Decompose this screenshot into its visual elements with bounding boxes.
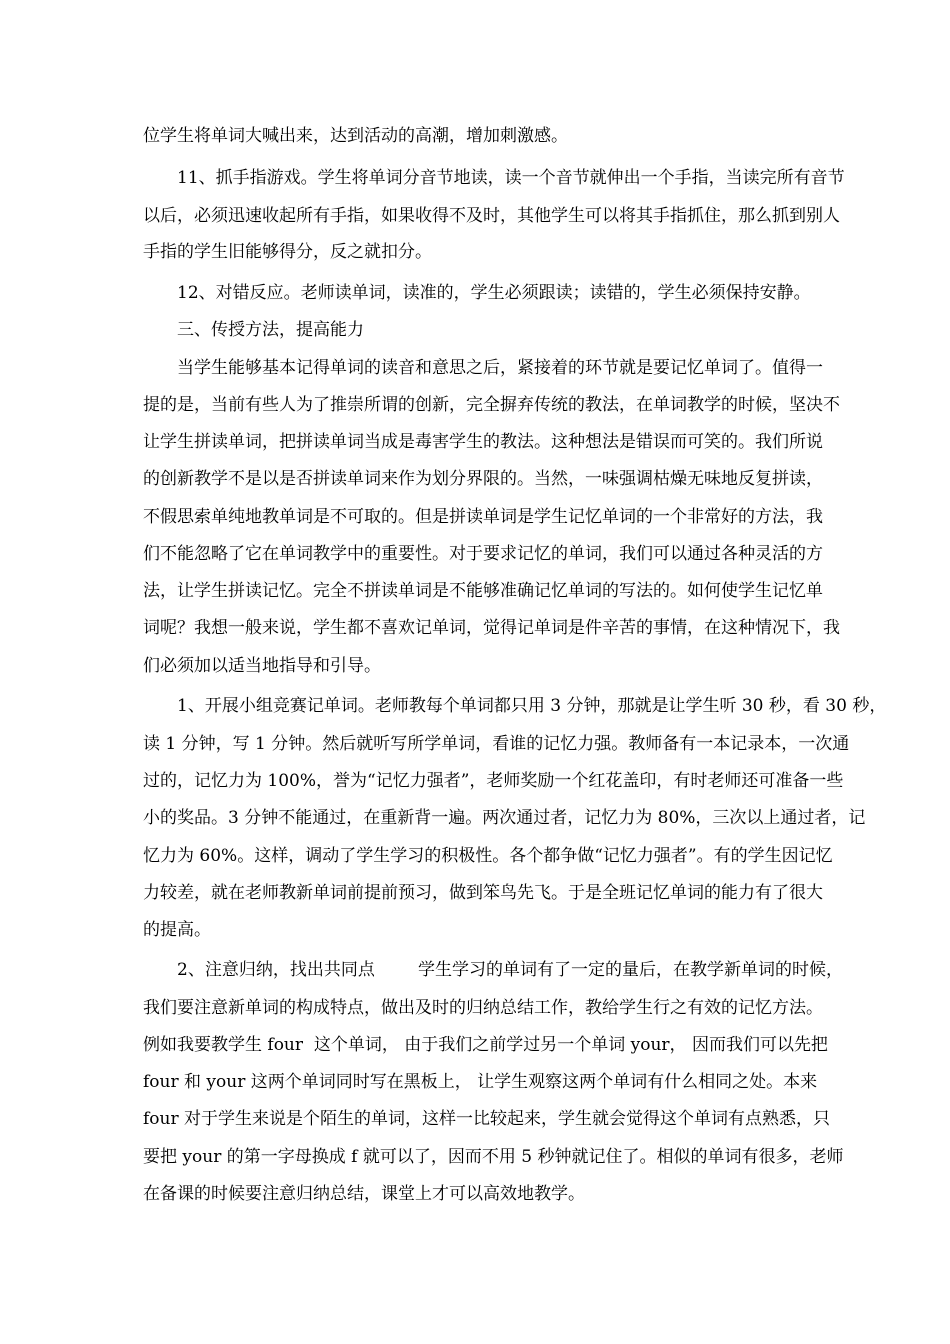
text-line: 过的，记忆力为 100%，誉为“记忆力强者”，老师奖励一个红花盖印，有时老师还可准备一些 <box>143 771 844 791</box>
text-line: 法，让学生拼读记忆。完全不拼读单词是不能够准确记忆单词的写法的。如何使学生记忆单 <box>143 581 823 601</box>
text-line: 1、开展小组竞赛记单词。老师教每个单词都只用 3 分钟，那就是让学生听 30 秒，看 30 秒， <box>177 696 887 716</box>
text-line: 力较差，就在老师教新单词前提前预习，做到笨鸟先飞。于是全班记忆单词的能力有了很大 <box>143 883 823 903</box>
text-line: 2、注意归纳，找出共同点 学生学习的单词有了一定的量后，在教学新单词的时候， <box>177 960 844 980</box>
section-heading: 三、传授方法，提高能力 <box>177 320 364 340</box>
text-line: 的创新教学不是以是否拼读单词来作为划分界限的。当然，一味强调枯燥无味地反复拼读， <box>143 469 823 489</box>
text-line: four 和 your 这两个单词同时写在黑板上， 让学生观察这两个单词有什么相同之处。本来 <box>143 1072 818 1092</box>
text-line: 读 1 分钟，写 1 分钟。然后就听写所学单词，看谁的记忆力强。教师备有一本记录本，一次通 <box>143 734 850 754</box>
text-line: 手指的学生旧能够得分，反之就扣分。 <box>143 242 432 262</box>
text-line: 例如我要教学生 four 这个单词， 由于我们之前学过另一个单词 your， 因而我们可以先把 <box>143 1035 828 1055</box>
text-line: 12、对错反应。老师读单词，读准的，学生必须跟读；读错的，学生必须保持安静。 <box>177 283 811 303</box>
text-line: 以后，必须迅速收起所有手指，如果收得不及时，其他学生可以将其手指抓住，那么抓到别人 <box>143 206 840 226</box>
text-line: 位学生将单词大喊出来，达到活动的高潮，增加刺激感。 <box>143 126 568 146</box>
text-line: four 对于学生来说是个陌生的单词，这样一比较起来，学生就会觉得这个单词有点熟悉，只 <box>143 1109 831 1129</box>
text-line: 小的奖品。3 分钟不能通过，在重新背一遍。两次通过者，记忆力为 80%，三次以上通过者，记 <box>143 808 866 828</box>
text-line: 我们要注意新单词的构成特点，做出及时的归纳总结工作，教给学生行之有效的记忆方法。 <box>143 998 823 1018</box>
text-line: 不假思索单纯地教单词是不可取的。但是拼读单词是学生记忆单词的一个非常好的方法，我 <box>143 507 823 527</box>
text-line: 词呢？我想一般来说，学生都不喜欢记单词，觉得记单词是件辛苦的事情，在这种情况下，我 <box>143 618 840 638</box>
text-line: 当学生能够基本记得单词的读音和意思之后，紧接着的环节就是要记忆单词了。值得一 <box>177 358 823 378</box>
text-line: 让学生拼读单词，把拼读单词当成是毒害学生的教法。这种想法是错误而可笑的。我们所说 <box>143 432 823 452</box>
text-line: 要把 your 的第一字母换成 f 就可以了，因而不用 5 秒钟就记住了。相似的单词有很多，老师 <box>143 1147 844 1167</box>
text-line: 11、抓手指游戏。学生将单词分音节地读，读一个音节就伸出一个手指，当读完所有音节 <box>177 168 845 188</box>
text-line: 的提高。 <box>143 920 211 940</box>
text-line: 们必须加以适当地指导和引导。 <box>143 656 381 676</box>
text-line: 们不能忽略了它在单词教学中的重要性。对于要求记忆的单词，我们可以通过各种灵活的方 <box>143 544 823 564</box>
text-line: 在备课的时候要注意归纳总结，课堂上才可以高效地教学。 <box>143 1184 585 1204</box>
text-line: 提的是，当前有些人为了推崇所谓的创新，完全摒弃传统的教法，在单词教学的时候，坚决不 <box>143 395 840 415</box>
text-line: 忆力为 60%。这样，调动了学生学习的积极性。各个都争做“记忆力强者”。有的学生因记忆 <box>143 846 833 866</box>
